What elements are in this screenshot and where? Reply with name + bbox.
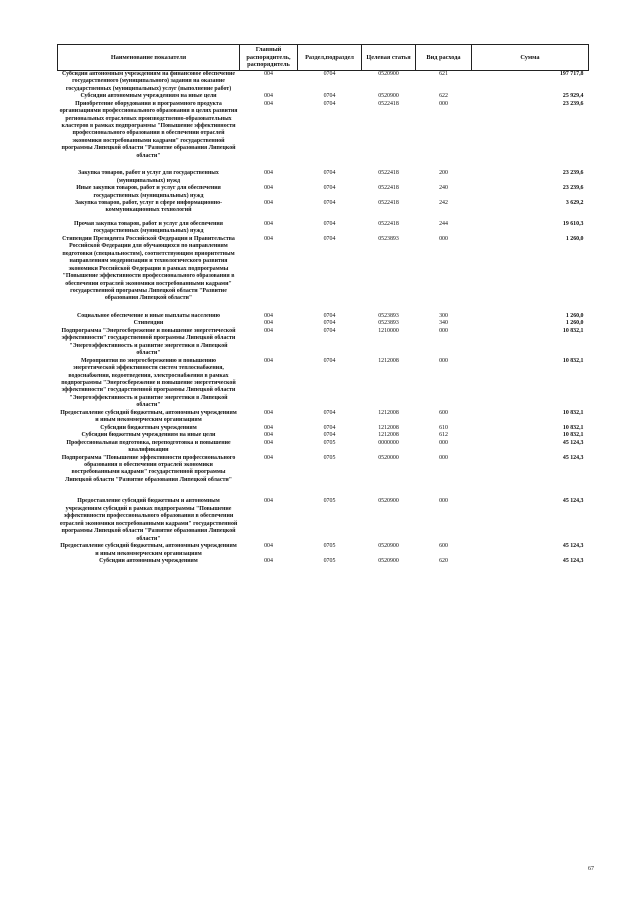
row-expense: 240 bbox=[439, 185, 448, 192]
budget-table bbox=[57, 44, 589, 565]
row-admin: 004 bbox=[264, 220, 273, 227]
row-section: 0705 bbox=[323, 543, 336, 550]
row-expense: 612 bbox=[439, 432, 448, 439]
header-admin: Главный распорядитель, распорядитель bbox=[240, 45, 298, 71]
row-sum: 45 124,3 bbox=[562, 498, 584, 505]
table-row bbox=[58, 358, 589, 410]
row-target: 1210000 bbox=[378, 327, 399, 334]
table-row bbox=[58, 185, 589, 200]
row-name: Субсидии автономным учреждениям на финансовое обеспечение государственного (муниципального) задания на оказание государственных (муниципальных) услуг (выполнение работ) bbox=[61, 70, 236, 92]
row-target: 0523893 bbox=[378, 320, 399, 327]
row-section: 0705 bbox=[323, 557, 336, 564]
table-row bbox=[58, 440, 589, 455]
row-target: 0520000 bbox=[378, 454, 399, 461]
row-name: Профессиональная подготовка, переподготовка и повышение квалификации bbox=[66, 439, 231, 454]
row-section: 0704 bbox=[323, 100, 336, 107]
row-name: Субсидии бюджетным учреждениям на иные цели bbox=[81, 432, 216, 439]
table-row bbox=[58, 303, 589, 320]
row-target: 1212008 bbox=[378, 432, 399, 439]
row-sum: 10 832,1 bbox=[562, 432, 584, 439]
table-row bbox=[58, 93, 589, 100]
table-row bbox=[58, 236, 589, 303]
row-sum: 1 260,0 bbox=[565, 320, 584, 327]
row-section: 0704 bbox=[323, 312, 336, 319]
table-header bbox=[58, 45, 589, 71]
table-row bbox=[58, 455, 589, 485]
row-expense: 000 bbox=[439, 357, 448, 364]
row-sum: 45 124,3 bbox=[562, 557, 584, 564]
row-admin: 004 bbox=[264, 498, 273, 505]
header-sum: Сумма bbox=[472, 45, 589, 71]
row-name: Приобретение оборудования и программного продукта организациями профессионального образования в целях развития региональных отраслевых производственно-образовательных кластеров в рамках подпрограммы "Повышение эффективности профессионального образования в обеспечении отраслей экономики востребованными кадрами" государственной программы Липецкой области "Развитие образования Липецкой области" bbox=[59, 100, 238, 159]
row-admin: 004 bbox=[264, 185, 273, 192]
row-sum: 45 124,3 bbox=[562, 454, 584, 461]
row-section: 0704 bbox=[323, 220, 336, 227]
row-section: 0704 bbox=[323, 327, 336, 334]
row-admin: 004 bbox=[264, 70, 273, 77]
row-admin: 004 bbox=[264, 424, 273, 431]
row-expense: 620 bbox=[439, 557, 448, 564]
row-sum: 10 832,1 bbox=[562, 357, 584, 364]
row-name: Предоставление субсидий бюджетным, автономным учреждениям и иным некоммерческим организациям bbox=[60, 409, 237, 424]
row-admin: 004 bbox=[264, 312, 273, 319]
row-name: Подпрограмма "Повышение эффективности профессионального образования в обеспечении отраслей экономики востребованными кадрами" государственной программы Липецкой области "Развитие образования Липецкой области" bbox=[61, 454, 236, 483]
row-name: Закупка товаров, работ и услуг для государственных (муниципальных) нужд bbox=[78, 170, 219, 184]
header-expense: Вид расхода bbox=[416, 45, 472, 71]
row-expense: 621 bbox=[439, 70, 448, 77]
row-target: 0522418 bbox=[378, 220, 399, 227]
header-row bbox=[58, 45, 589, 71]
row-target: 0520900 bbox=[378, 557, 399, 564]
row-admin: 004 bbox=[264, 557, 273, 564]
row-sum: 10 832,1 bbox=[562, 424, 584, 431]
row-name: Закупка товаров, работ, услуг в сфере информационно-коммуникационных технологий bbox=[74, 200, 223, 214]
row-target: 0523893 bbox=[378, 235, 399, 242]
row-expense: 000 bbox=[439, 454, 448, 461]
row-admin: 004 bbox=[264, 454, 273, 461]
row-target: 1212008 bbox=[378, 357, 399, 364]
row-name: Иные закупки товаров, работ и услуг для обеспечения государственных (муниципальных) нужд bbox=[76, 185, 221, 199]
row-target: 1212008 bbox=[378, 424, 399, 431]
row-target: 0520900 bbox=[378, 93, 399, 100]
row-expense: 000 bbox=[439, 100, 448, 107]
table-row bbox=[58, 320, 589, 327]
table-row bbox=[58, 432, 589, 439]
row-sum: 10 832,1 bbox=[562, 327, 584, 334]
row-expense: 000 bbox=[439, 498, 448, 505]
row-sum: 10 832,1 bbox=[562, 409, 584, 416]
row-section: 0704 bbox=[323, 235, 336, 242]
row-sum: 1 260,0 bbox=[565, 312, 584, 319]
row-sum: 45 124,3 bbox=[562, 439, 584, 446]
row-admin: 004 bbox=[264, 93, 273, 100]
row-expense: 340 bbox=[439, 320, 448, 327]
row-name: Прочая закупка товаров, работ и услуг для обеспечения государственных (муниципальных) нужд bbox=[73, 220, 223, 235]
row-section: 0705 bbox=[323, 498, 336, 505]
row-name: Стипендии Президента Российской Федерации и Правительства Российской Федерации для обучающихся по направлениям подготовки (специальностям), соответствующим приоритетным направлениям модернизации и технологического развития экономики Российской Федерации в рамках подпрограммы "Повышение эффективности профессионального образования в обеспечении отраслей экономики востребованными кадрами" государственной программы Липецкой области "Развитие образования Липецкой области" bbox=[62, 235, 235, 302]
row-section: 0704 bbox=[323, 357, 336, 364]
row-target: 0522418 bbox=[378, 185, 399, 192]
row-section: 0704 bbox=[323, 170, 336, 177]
row-name: Подпрограмма "Энергосбережение и повышение энергетической эффективности" государственной программы Липецкой области "Энергоэффективность и развитие энергетики в Липецкой области" bbox=[61, 327, 236, 357]
row-name: Предоставление субсидий бюджетным и автономным учреждениям субсидий в рамках подпрограммы "Повышение эффективности профессионального образования в обеспечении отраслей экономики востребованными кадрами" государственной программы Липецкой области "Развитие образования Липецкой области" bbox=[59, 498, 238, 542]
row-target: 0522418 bbox=[378, 170, 399, 177]
row-admin: 004 bbox=[264, 200, 273, 207]
table-row bbox=[58, 558, 589, 565]
row-name: Стипендии bbox=[133, 320, 164, 327]
row-expense: 000 bbox=[439, 235, 448, 242]
row-expense: 200 bbox=[439, 170, 448, 177]
table-row bbox=[58, 101, 589, 161]
row-target: 0520900 bbox=[378, 498, 399, 505]
row-section: 0704 bbox=[323, 424, 336, 431]
table-row bbox=[58, 484, 589, 543]
row-admin: 004 bbox=[264, 235, 273, 242]
budget-table-sheet bbox=[57, 44, 588, 565]
table-row bbox=[58, 215, 589, 236]
row-section: 0704 bbox=[323, 93, 336, 100]
row-section: 0704 bbox=[323, 200, 336, 207]
row-admin: 004 bbox=[264, 357, 273, 364]
row-admin: 004 bbox=[264, 439, 273, 446]
row-expense: 000 bbox=[439, 439, 448, 446]
row-target: 0523893 bbox=[378, 312, 399, 319]
table-row bbox=[58, 543, 589, 558]
row-target: 0520900 bbox=[378, 543, 399, 550]
row-admin: 004 bbox=[264, 170, 273, 177]
row-expense: 622 bbox=[439, 93, 448, 100]
row-section: 0704 bbox=[323, 70, 336, 77]
row-section: 0705 bbox=[323, 439, 336, 446]
page-number: 67 bbox=[588, 866, 594, 872]
row-sum: 25 929,4 bbox=[562, 93, 584, 100]
row-sum: 19 610,3 bbox=[562, 220, 584, 227]
table-row bbox=[58, 328, 589, 358]
row-sum: 45 124,3 bbox=[562, 543, 584, 550]
row-section: 0704 bbox=[323, 185, 336, 192]
row-admin: 004 bbox=[264, 543, 273, 550]
row-expense: 600 bbox=[439, 543, 448, 550]
row-expense: 242 bbox=[439, 200, 448, 207]
row-admin: 004 bbox=[264, 327, 273, 334]
row-section: 0705 bbox=[323, 454, 336, 461]
row-expense: 610 bbox=[439, 424, 448, 431]
row-section: 0704 bbox=[323, 320, 336, 327]
row-admin: 004 bbox=[264, 100, 273, 107]
row-admin: 004 bbox=[264, 320, 273, 327]
row-sum: 3 629,2 bbox=[565, 200, 584, 207]
table-body bbox=[58, 70, 589, 565]
row-target: 1212008 bbox=[378, 409, 399, 416]
row-name: Социальное обеспечение и иные выплаты населению bbox=[76, 312, 221, 319]
row-target: 0000000 bbox=[378, 439, 399, 446]
row-expense: 000 bbox=[439, 327, 448, 334]
row-section: 0704 bbox=[323, 409, 336, 416]
row-target: 0522418 bbox=[378, 200, 399, 207]
row-admin: 004 bbox=[264, 409, 273, 416]
header-target: Целевая статья bbox=[362, 45, 416, 71]
row-section: 0704 bbox=[323, 432, 336, 439]
row-expense: 244 bbox=[439, 220, 448, 227]
row-expense: 600 bbox=[439, 409, 448, 416]
row-sum: 23 239,6 bbox=[562, 185, 584, 192]
row-admin: 004 bbox=[264, 432, 273, 439]
row-expense: 300 bbox=[439, 312, 448, 319]
row-target: 0520900 bbox=[378, 70, 399, 77]
table-row bbox=[58, 70, 589, 93]
row-name: Предоставление субсидий бюджетным, автономным учреждениям и иным некоммерческим организациям bbox=[60, 543, 237, 557]
table-row bbox=[58, 160, 589, 185]
row-name: Мероприятия по энергосбережению и повышению энергетической эффективности систем теплоснабжения, водоснабжения, водоотведения, электроснабжения в рамках подпрограммы "Энергосбережение и повышение энергетической эффективности" государственной программы Липецкой области "Энергоэффективность и развитие энергетики в Липецкой области" bbox=[61, 357, 236, 409]
row-sum: 197 717,8 bbox=[559, 70, 584, 77]
table-row bbox=[58, 200, 589, 215]
row-name: Субсидии бюджетным учреждениям bbox=[100, 424, 197, 431]
row-target: 0522418 bbox=[378, 100, 399, 107]
row-name: Субсидии автономным учреждениям на иные цели bbox=[80, 93, 217, 100]
row-sum: 23 239,6 bbox=[562, 170, 584, 177]
row-name: Субсидии автономным учреждениям bbox=[99, 557, 198, 564]
table-row bbox=[58, 410, 589, 425]
header-section: Раздел,подраздел bbox=[298, 45, 362, 71]
header-name: Наименование показателя bbox=[58, 45, 240, 71]
row-sum: 23 239,6 bbox=[562, 100, 584, 107]
row-sum: 1 260,0 bbox=[565, 235, 584, 242]
